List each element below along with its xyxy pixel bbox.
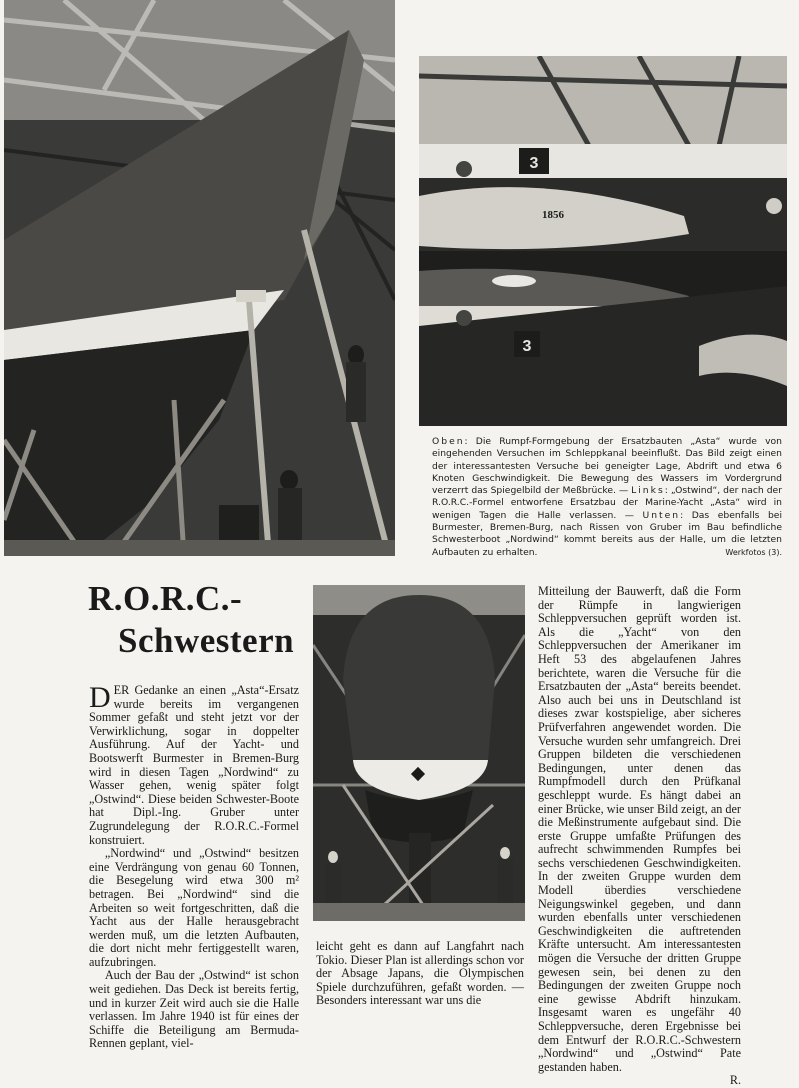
- drop-cap: D: [89, 681, 111, 714]
- photo-caption: [432, 436, 782, 559]
- author-signature: R.: [729, 1073, 741, 1088]
- photo-nordwind-graphic: [313, 585, 525, 921]
- col1-paragraph-3: Auch der Bau der „Ostwind“ ist schon weit gediehen. Das Deck ist bereits fertig, und in kurzer Zeit wird auch sie die Halle verlassen. Im Jahre 1940 ist für eines der Schiffe die Beteiligung am Bermuda-Rennen geplant, viel-: [89, 968, 299, 1051]
- caption-lead-unten: Unten: [642, 509, 681, 521]
- col1-paragraph-2: „Nordwind“ und „Ostwind“ besitzen eine Verdrängung von genau 60 Tonnen, die Besegelung wird etwa 300 m² betragen. Bei „Nordwind“ sind die Arbeiten so weit fortgeschritten, daß die Yacht aus der Halle herausgebracht werden muß, um die letzten Aufbauten, die dort nicht mehr fertiggestellt waren, aufzubringen.: [89, 846, 299, 969]
- article-column-1: [89, 681, 299, 1051]
- photo-ostwind-hull: [4, 0, 395, 556]
- article-column-2: [316, 940, 524, 1008]
- col1-paragraph-1: ER Gedanke an einen „Asta“-Ersatz wurde bereits im vergangenen Sommer gefaßt und steht jetzt vor der Verwirklichung, sogar in doppelter Ausführung. Auf der Yacht- und Bootswerft Burmester in Bremen-Burg wird in diesen Tagen „Nordwind“ zu Wasser gehen, wenig später folgt „Ostwind“. Diese beiden Schwester-Boote hat Dipl.-Ing. Gruber unter Zugrundelegung der R.O.R.C.-Formel konstruiert.: [89, 683, 299, 847]
- hull-number: 1856: [542, 209, 564, 221]
- gauge-label-bottom: 3: [522, 338, 532, 355]
- title-line-2: Schwestern: [118, 621, 295, 660]
- photo-ostwind-graphic: [4, 0, 395, 556]
- photo-towing-tank-graphic: [419, 56, 787, 426]
- photo-towing-tank: [419, 56, 787, 426]
- caption-text-links: : „Ostwind“, der nach der R.O.R.C.-Formel entworfene Ersatzbau der Marine-Yacht „Asta“ wird in wenigen Tagen die Halle verlassen. —: [432, 485, 782, 521]
- caption-text-unten: : Das ebenfalls bei Burmester, Bremen-Burg, nach Rissen von Gruber im Bau befindliche Schwesterboot „Nordwind“ kommt bereits aus der Halle, um die letzten Aufbauten zu erhalten.: [432, 509, 782, 558]
- photo-credit: Werkfotos (3).: [725, 547, 782, 557]
- col3-paragraph-1: Mitteilung der Bauwerft, daß die Form der Rümpfe in langwierigen Schleppversuchen geprüft worden ist. Als die „Yacht“ von den Schleppversuchen der Amerikaner im Heft 53 des abgelaufenen Jahres berichtete, waren die Versuche für die Ersatzbauten der „Asta“ bereits beendet. Also auch bei uns in Deutschland ist dieses zwar kostspielige, aber sicheres Prüfverfahren angewendet worden. Die Versuche wurden sehr umfangreich. Drei Gruppen bildeten die verschiedenen Bedingungen, unter denen das Rumpfmodell durch den Prüfkanal geschleppt wurde. Es hängt dabei an einer Brücke, wie unser Bild zeigt, an der die Meßinstrumente aufgebaut sind. Die erste Gruppe umfaßte Prüfungen des aufrecht schwimmenden Rumpfes bei sechs verschiedenen Geschwindigkeiten. In der zweiten Gruppe wurden dem Modell überdies verschiedene Neigungswinkel gegeben, und dann wurden ebenfalls unter verschiedenen Geschwindigkeiten die auftretenden Kräfte untersucht. Am interessantesten mögen die Versuche der dritten Gruppe gewesen sein, bei denen zu den Bedingungen der zweiten Gruppe noch eine gewisse Abdrift hinzukam. Insgesamt waren es ungefähr 40 Schleppversuche, deren Ergebnisse bei dem Entwurf der R.O.R.C.-Schwestern „Nordwind“ und „Ostwind“ Pate gestanden haben.: [538, 584, 741, 1074]
- gauge-label-top: 3: [529, 155, 539, 172]
- article-title: [88, 578, 294, 662]
- caption-text-oben: : Die Rumpf-Formgebung der Ersatzbauten „Asta“ wurde von eingehenden Versuchen im Schleppkanal beeinflußt. Das Bild zeigt einen der interessantesten Versuche bei geneigter Lage, Abdrift und etwa 6 Knoten Geschwindigkeit. Die Bewegung des Wassers im Vordergrund verzerrt das Spiegelbild der Meßbrücke. —: [432, 436, 782, 497]
- caption-lead-oben: Oben: [432, 436, 465, 447]
- title-line-1: R.O.R.C.-: [88, 579, 243, 618]
- caption-lead-links: Links: [631, 485, 665, 497]
- photo-nordwind-bow: [313, 585, 525, 921]
- col2-paragraph-1: leicht geht es dann auf Langfahrt nach Tokio. Dieser Plan ist allerdings schon vor der Absage Japans, die Olympischen Spiele durchzuführen, gefaßt worden. — Besonders interessant war uns die: [316, 939, 524, 1008]
- article-column-3: [538, 585, 741, 1088]
